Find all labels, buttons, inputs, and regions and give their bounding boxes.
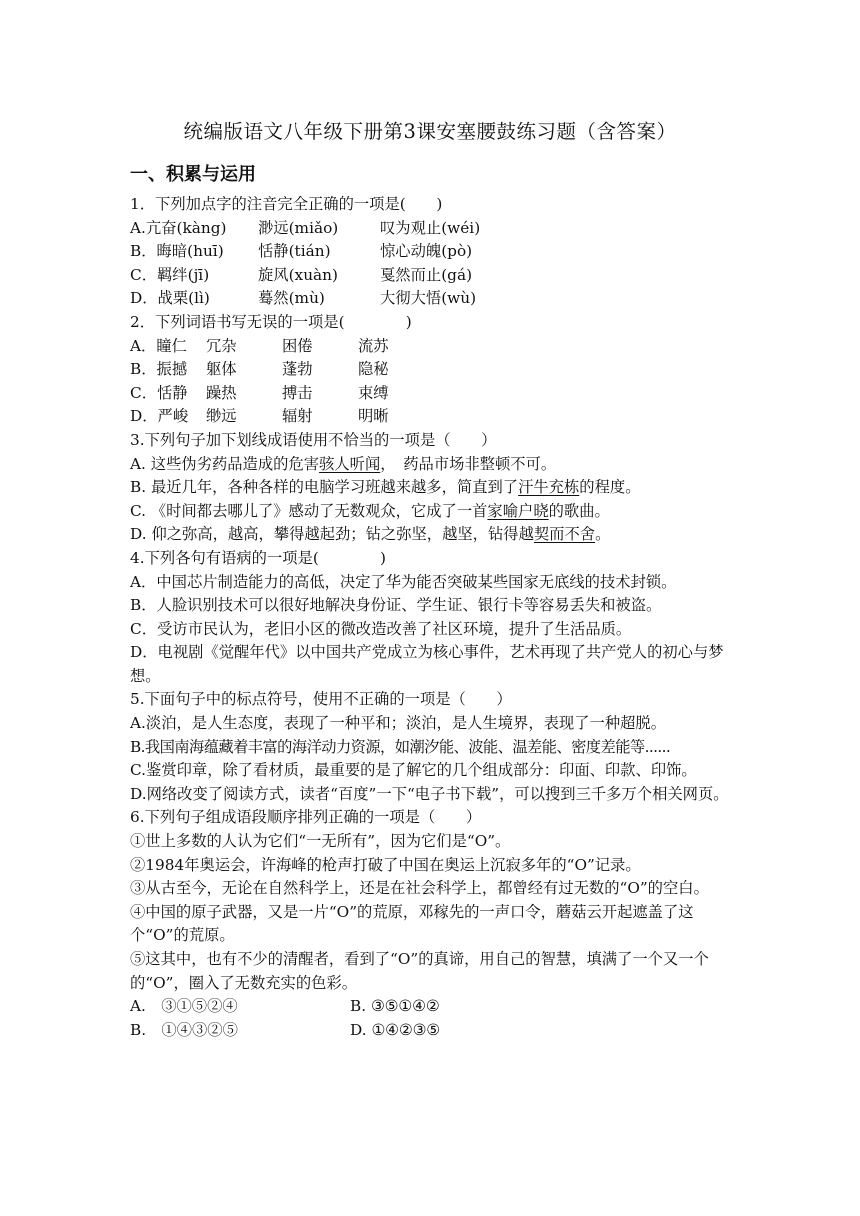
- q1-a-1: A.亢奋(kàng): [130, 218, 227, 237]
- q3-a-text: A. 这些伪劣药品造成的危害: [130, 454, 320, 473]
- document-title: 统编版语文八年级下册第3课安塞腰鼓练习题（含答案）: [183, 120, 677, 143]
- q6-option-a: A. ③①⑤②④: [130, 997, 238, 1016]
- q5-option-c: C.鉴赏印章，除了看材质，最重要的是了解它的几个组成部分：印面、印款、印饰。: [130, 761, 697, 780]
- q3-option-a: [130, 453, 735, 477]
- q6-stem: 6.下列句子组成语段顺序排列正确的一项是（ ）: [130, 808, 482, 827]
- q2-c-4: 束缚: [358, 383, 389, 402]
- q3-d-text: D. 仰之弥高，越高，攀得越起劲；钻之弥坚，越坚，钻得越: [130, 525, 534, 544]
- q6-sentence-2: ②1984年奥运会，许海峰的枪声打破了中国在奥运上沉寂多年的“O”记录。: [130, 855, 641, 874]
- q4-stem: 4.下列各句有语病的一项是( ): [130, 548, 386, 567]
- q1-option-c: [130, 264, 735, 288]
- q2-d-4: 明晰: [358, 407, 389, 426]
- q2-d-3: 辐射: [282, 407, 313, 426]
- q2-stem: 2．下列词语书写无误的一项是( ): [130, 312, 412, 331]
- q2-b-1: B．振撼: [130, 360, 188, 379]
- q2-b-4: 隐秘: [358, 360, 389, 379]
- q2-option-c: [130, 382, 735, 406]
- q2-option-a: [130, 335, 735, 359]
- q1-option-b: [130, 240, 735, 264]
- q3-option-b: [130, 476, 735, 500]
- q6-option-b: B. ③⑤①④②: [350, 997, 440, 1016]
- q2-a-1: A．瞳仁: [130, 336, 187, 355]
- q2-d-1: D．严峻: [130, 407, 189, 426]
- q5-option-b: B.我国南海蕴藏着丰富的海洋动力资源，如潮汐能、波能、温差能、密度差能等......: [130, 737, 671, 756]
- q5-stem: 5.下面句子中的标点符号，使用不正确的一项是（ ）: [130, 690, 512, 709]
- q1-d-1: D．战栗(lì): [130, 289, 210, 308]
- q6-options-row-2: [130, 1019, 735, 1043]
- q2-option-d: [130, 405, 735, 429]
- q3-d-rest: 。: [595, 525, 611, 544]
- q6-options-row-1: [130, 995, 735, 1019]
- q5-option-a: A.淡泊，是人生态度，表现了一种平和；淡泊，是人生境界，表现了一种超脱。: [130, 714, 667, 733]
- q1-c-3: 戛然而止(gá): [380, 265, 473, 284]
- q1-option-a: [130, 217, 735, 241]
- q2-b-3: 蓬勃: [282, 360, 313, 379]
- q4-option-a: A．中国芯片制造能力的高低，决定了华为能否突破某些国家无底线的技术封锁。: [130, 572, 677, 591]
- q6-sentence-5: ⑤这其中，也有不少的清醒者，看到了“O”的真谛，用自己的智慧，填满了一个又一个的“O”，圈入了无数充实的色彩。: [130, 950, 709, 992]
- q2-c-3: 搏击: [282, 383, 313, 402]
- q6-sentence-1: ①世上多数的人认为它们“一无所有”，因为它们是“O”。: [130, 832, 511, 851]
- q4-option-d: D．电视剧《觉醒年代》以中国共产党成立为核心事件，艺术再现了共产党人的初心与梦想。: [130, 643, 724, 685]
- q3-b-idiom: 汗牛充栋: [518, 478, 580, 497]
- q6-option-d: D. ①④②③⑤: [350, 1020, 441, 1039]
- q3-c-text: C. 《时间都去哪儿了》感动了无数观众，它成了一首: [130, 501, 488, 520]
- q6-sentence-4: ④中国的原子武器，又是一片“O”的荒原，邓稼先的一声口令，蘑菇云开起遮盖了这个“O”的荒原。: [130, 902, 694, 945]
- q1-b-3: 惊心动魄(pò): [380, 242, 473, 261]
- q2-b-2: 躯体: [206, 360, 237, 379]
- q4-option-c: C．受访市民认为，老旧小区的微改造改善了社区环境，提升了生活品质。: [130, 619, 632, 638]
- section-heading: 一、积累与运用: [130, 164, 256, 185]
- question-content: [130, 193, 735, 1042]
- q1-d-3: 大彻大悟(wù): [380, 289, 477, 308]
- q1-stem: 1．下列加点字的注音完全正确的一项是( ): [130, 195, 443, 213]
- q3-a-idiom: 骇人听闻: [319, 454, 381, 473]
- q2-c-2: 躁热: [206, 383, 237, 402]
- q1-c-1: C．羁绊(jī): [130, 265, 210, 284]
- q2-a-3: 困倦: [282, 336, 313, 355]
- q1-b-2: 恬静(tián): [258, 242, 331, 261]
- q5-option-d: D.网络改变了阅读方式，读者“百度”一下“电子书下载”，可以搜到三千多万个相关网页。: [130, 784, 729, 803]
- q3-c-rest: 的歌曲。: [548, 501, 610, 520]
- q2-d-2: 缈远: [206, 407, 237, 426]
- q3-option-c: [130, 500, 735, 524]
- q1-b-1: B．晦暗(huī): [130, 242, 224, 261]
- q6-sentence-3: ③从古至今，无论在自然科学上，还是在社会科学上，都曾经有过无数的“O”的空白。: [130, 879, 709, 898]
- q1-a-3: 叹为观止(wéi): [380, 218, 481, 237]
- q2-c-1: C．恬静: [130, 383, 188, 402]
- q1-option-d: [130, 287, 735, 311]
- q2-option-b: [130, 358, 735, 382]
- q6-option-c: B. ①④③②⑤: [130, 1020, 238, 1039]
- q1-a-2: 渺远(miǎo): [258, 218, 339, 237]
- q3-a-rest: ， 药品市场非整顿不可。: [380, 454, 557, 473]
- q4-option-b: B．人脸识别技术可以很好地解决身份证、学生证、银行卡等容易丢失和被盗。: [130, 596, 662, 615]
- q2-a-2: 冗杂: [206, 336, 237, 355]
- q3-b-rest: 的程度。: [579, 478, 641, 497]
- q3-b-text: B. 最近几年，各种各样的电脑学习班越来越多，简直到了: [130, 478, 519, 497]
- q3-c-idiom: 家喻户晓: [487, 501, 549, 520]
- q1-d-2: 蓦然(mù): [258, 289, 325, 308]
- q1-c-2: 旋风(xuàn): [258, 265, 338, 284]
- q2-a-4: 流苏: [358, 336, 389, 355]
- q3-d-idiom: 契而不舍: [533, 525, 596, 544]
- q3-stem: 3.下列句子加下划线成语使用不恰当的一项是（ ）: [130, 430, 497, 449]
- q3-option-d: [130, 523, 735, 547]
